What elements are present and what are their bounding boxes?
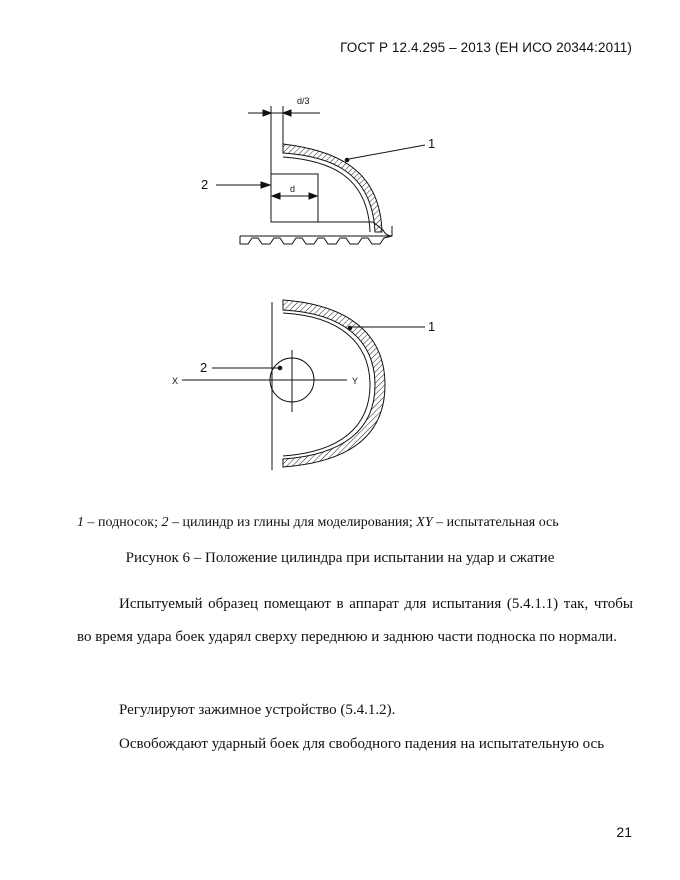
figure-plan-view [182,300,425,470]
paragraph-3: Освобождают ударный боек для свободного падения на испытательную ось [119,736,605,752]
callout-2-top: 2 [201,177,209,192]
legend-num-1: 1 [77,515,84,530]
legend-num-2: 2 [161,515,169,530]
axis-y-label: Y [352,376,359,386]
toe-cap-inner-line [283,157,370,232]
legend-text-3: – испытательная ось [432,515,559,530]
standard-header: ГОСТ Р 12.4.295 – 2013 (ЕН ИСО 20344:2011) [340,40,632,55]
callout-1-bottom: 1 [428,319,436,334]
legend-xy: XY [416,515,433,530]
paragraph-2: Регулируют зажимное устройство (5.4.1.2). [119,702,396,718]
figure-side-view [216,106,425,244]
toe-cap-section [283,144,382,232]
figure-caption: Рисунок 6 – Положение цилиндра при испытании на удар и сжатие [125,550,555,566]
callout-2-bottom: 2 [200,360,208,375]
callout-1-top: 1 [428,136,436,151]
legend-text-2: – цилиндр из глины для моделирования; [168,515,417,530]
axis-x-label: X [172,376,179,386]
dimension-d3-label: d/3 [297,96,310,106]
sole-outline [271,222,392,236]
legend-text-1: – подносок; [84,515,162,530]
page-number: 21 [616,824,632,840]
figure-legend [77,515,559,531]
paragraph-1: Испытуемый образец помещают в аппарат для испытания (5.4.1.1) так, чтобы во время удара боек ударял сверху переднюю и заднюю части подноска по нормали. [77,596,633,645]
sole-tread [240,226,392,244]
dimension-d-label: d [290,184,296,194]
